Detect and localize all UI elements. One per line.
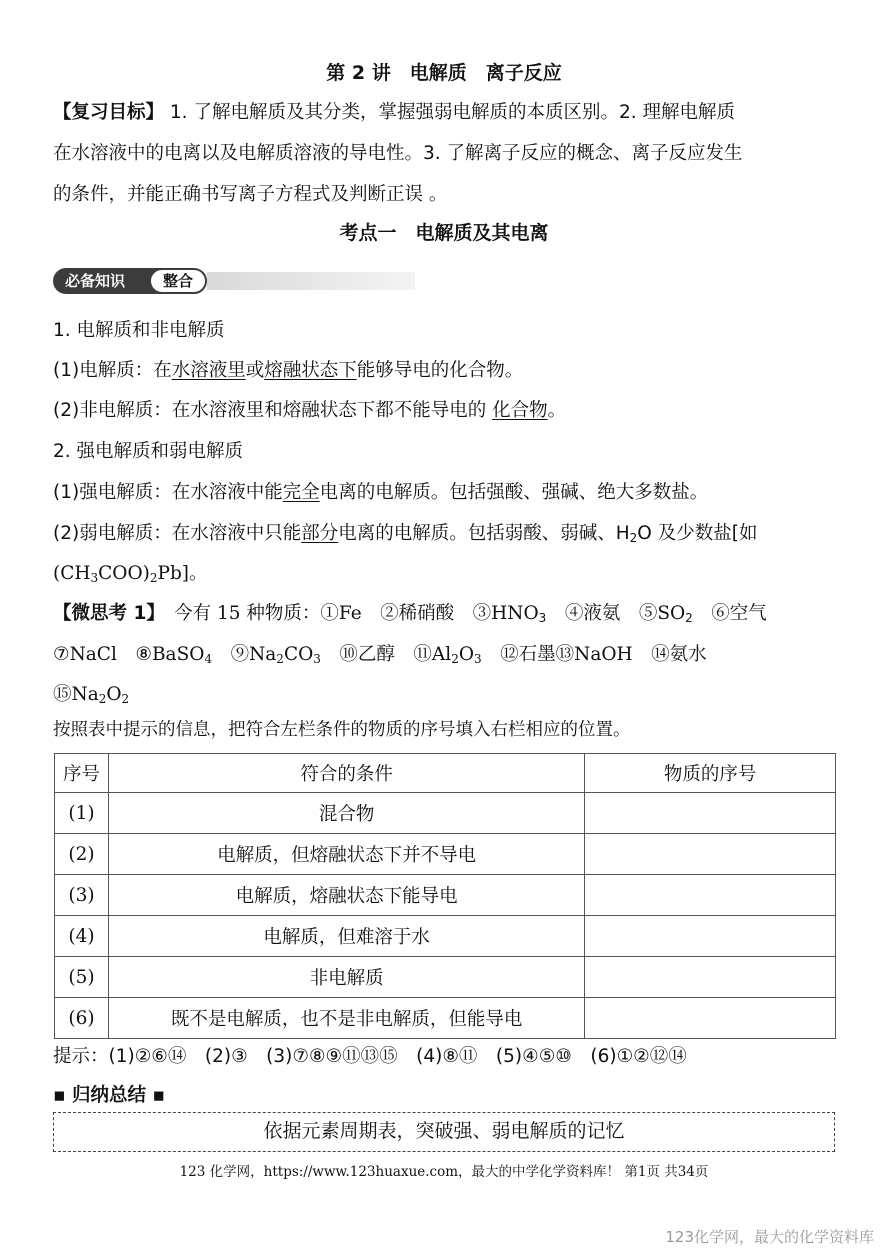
header-substances: 物质的序号 bbox=[585, 754, 836, 793]
table-row bbox=[55, 875, 836, 916]
s2-heading: 2. 强电解质和弱电解质 bbox=[53, 441, 244, 462]
summary-box: 依据元素周期表，突破强、弱电解质的记忆 bbox=[53, 1112, 835, 1152]
page-title: 第 2 讲 电解质 离子反应 bbox=[326, 62, 562, 84]
think-l1-s2: 2 bbox=[685, 611, 693, 625]
objectives-line2: 在水溶液中的电离以及电解质溶液的导电性。3. 了解离子反应的概念、离子反应发生 bbox=[53, 143, 743, 164]
row-answer-cell bbox=[585, 793, 836, 834]
row-no: (3) bbox=[55, 875, 109, 916]
objectives-text-1: 1. 了解电解质及其分类，掌握强弱电解质的本质区别。2. 理解电解质 bbox=[169, 102, 735, 123]
row-condition: 电解质，熔融状态下能导电 bbox=[108, 875, 584, 916]
think-l2-s5: 3 bbox=[474, 652, 482, 666]
row-no: (4) bbox=[55, 916, 109, 957]
table-header-row bbox=[55, 754, 836, 793]
think-label: 【微思考 1】 bbox=[53, 603, 156, 624]
think-l2-a: ⑦NaCl ⑧BaSO bbox=[53, 644, 205, 665]
s2c-3: Pb]。 bbox=[157, 563, 208, 584]
knowledge-badge bbox=[53, 268, 415, 294]
think-line1 bbox=[53, 599, 767, 625]
s2c-s2: 2 bbox=[149, 571, 158, 585]
table-row bbox=[55, 793, 836, 834]
row-no: (6) bbox=[55, 998, 109, 1039]
s1a-mid: 或 bbox=[245, 360, 265, 381]
s1-heading: 1. 电解质和非电解质 bbox=[53, 320, 225, 341]
section-title: 考点一 电解质及其电离 bbox=[339, 222, 549, 244]
s1b-post: 。 bbox=[547, 400, 567, 421]
objectives-label: 【复习目标】 bbox=[53, 102, 165, 123]
row-no: (5) bbox=[55, 957, 109, 998]
row-answer-cell bbox=[585, 957, 836, 998]
s2c-s1: 3 bbox=[90, 571, 99, 585]
s2b-sub: 2 bbox=[629, 531, 638, 545]
think-l2-f: ⑫石墨⑬NaOH ⑭氨水 bbox=[481, 644, 707, 665]
row-answer-cell bbox=[585, 875, 836, 916]
s1-line-b bbox=[53, 396, 566, 422]
badge-right-label: 整合 bbox=[149, 268, 207, 294]
s2b-pre: (2)弱电解质：在水溶液中只能 bbox=[53, 523, 302, 544]
think-l2-s2: 2 bbox=[276, 652, 284, 666]
row-condition: 既不是电解质，也不是非电解质，但能导电 bbox=[108, 998, 584, 1039]
s1-line-a bbox=[53, 356, 523, 382]
think-l3-s2: 2 bbox=[121, 692, 130, 706]
s1b-pre: (2)非电解质：在水溶液里和熔融状态下都不能导电的 bbox=[53, 400, 493, 421]
think-l1-b: ④液氨 ⑤SO bbox=[546, 603, 686, 624]
badge-fade-bar bbox=[207, 272, 415, 290]
watermark: 123化学网，最大的化学资料库 bbox=[665, 1228, 874, 1246]
row-condition: 非电解质 bbox=[108, 957, 584, 998]
hint-line: 提示：(1)②⑥⑭ (2)③ (3)⑦⑧⑨⑪⑬⑮ (4)⑧⑪ (5)④⑤⑩ (6)①②⑫⑭ bbox=[53, 1046, 687, 1067]
s2a-pre: (1)强电解质：在水溶液中能 bbox=[53, 482, 283, 503]
think-l3-a: ⑮Na bbox=[53, 684, 99, 705]
summary-heading: ▪ 归纳总结 ▪ bbox=[53, 1085, 165, 1106]
table-row bbox=[55, 834, 836, 875]
s2b-post: 电离的电解质。包括弱酸、弱碱、H bbox=[338, 523, 630, 544]
s2-line-a bbox=[53, 478, 708, 504]
page-footer: 123 化学网，https://www.123huaxue.com，最大的中学化学资料库！ 第1页 共34页 bbox=[179, 1164, 709, 1180]
think-l1-c: ⑥空气 bbox=[692, 603, 767, 624]
row-no: (1) bbox=[55, 793, 109, 834]
think-l1-a: 今有 15 种物质：①Fe ②稀硝酸 ③HNO bbox=[174, 603, 539, 624]
s2a-post: 电离的电解质。包括强酸、强碱、绝大多数盐。 bbox=[319, 482, 709, 503]
row-condition: 混合物 bbox=[108, 793, 584, 834]
header-no: 序号 bbox=[55, 754, 109, 793]
s2b-tail: O 及少数盐[如 bbox=[637, 523, 758, 544]
objectives-line1 bbox=[53, 98, 735, 124]
badge-left-label: 必备知识 bbox=[53, 268, 161, 294]
s2c-2: COO) bbox=[98, 563, 150, 584]
conditions-table bbox=[54, 753, 836, 1039]
table-row bbox=[55, 957, 836, 998]
s1a-answer-1: 水溶液里 bbox=[171, 360, 246, 381]
row-answer-cell bbox=[585, 834, 836, 875]
table-row bbox=[55, 916, 836, 957]
think-l3-b: O bbox=[106, 684, 122, 705]
table-row bbox=[55, 998, 836, 1039]
row-condition: 电解质，但难溶于水 bbox=[108, 916, 584, 957]
think-l2-s1: 4 bbox=[204, 652, 213, 666]
think-l2-d: ⑩乙醇 ⑪Al bbox=[320, 644, 452, 665]
s1a-answer-2: 熔融状态下 bbox=[264, 360, 357, 381]
s1a-post: 能够导电的化合物。 bbox=[356, 360, 524, 381]
row-no: (2) bbox=[55, 834, 109, 875]
row-answer-cell bbox=[585, 916, 836, 957]
think-l2-s4: 2 bbox=[451, 652, 459, 666]
s1a-pre: (1)电解质：在 bbox=[53, 360, 172, 381]
think-instruction: 按照表中提示的信息，把符合左栏条件的物质的序号填入右栏相应的位置。 bbox=[53, 720, 631, 740]
s2a-answer: 完全 bbox=[282, 482, 320, 503]
row-condition: 电解质，但熔融状态下并不导电 bbox=[108, 834, 584, 875]
think-l2-s3: 3 bbox=[313, 652, 321, 666]
header-condition: 符合的条件 bbox=[108, 754, 584, 793]
objectives-line3: 的条件，并能正确书写离子方程式及判断正误 。 bbox=[53, 184, 448, 205]
think-l2-b: ⑨Na bbox=[212, 644, 277, 665]
think-line3 bbox=[53, 680, 129, 706]
s2-line-c bbox=[53, 559, 208, 585]
think-l3-s1: 2 bbox=[98, 692, 107, 706]
s2-line-b bbox=[53, 519, 757, 545]
think-l1-s1: 3 bbox=[538, 611, 547, 625]
think-line2 bbox=[53, 640, 707, 666]
think-l2-e: O bbox=[458, 644, 474, 665]
s1b-answer: 化合物 bbox=[492, 400, 548, 421]
think-l2-c: CO bbox=[283, 644, 314, 665]
s2c-1: (CH bbox=[53, 563, 91, 584]
s2b-answer: 部分 bbox=[301, 523, 339, 544]
row-answer-cell bbox=[585, 998, 836, 1039]
